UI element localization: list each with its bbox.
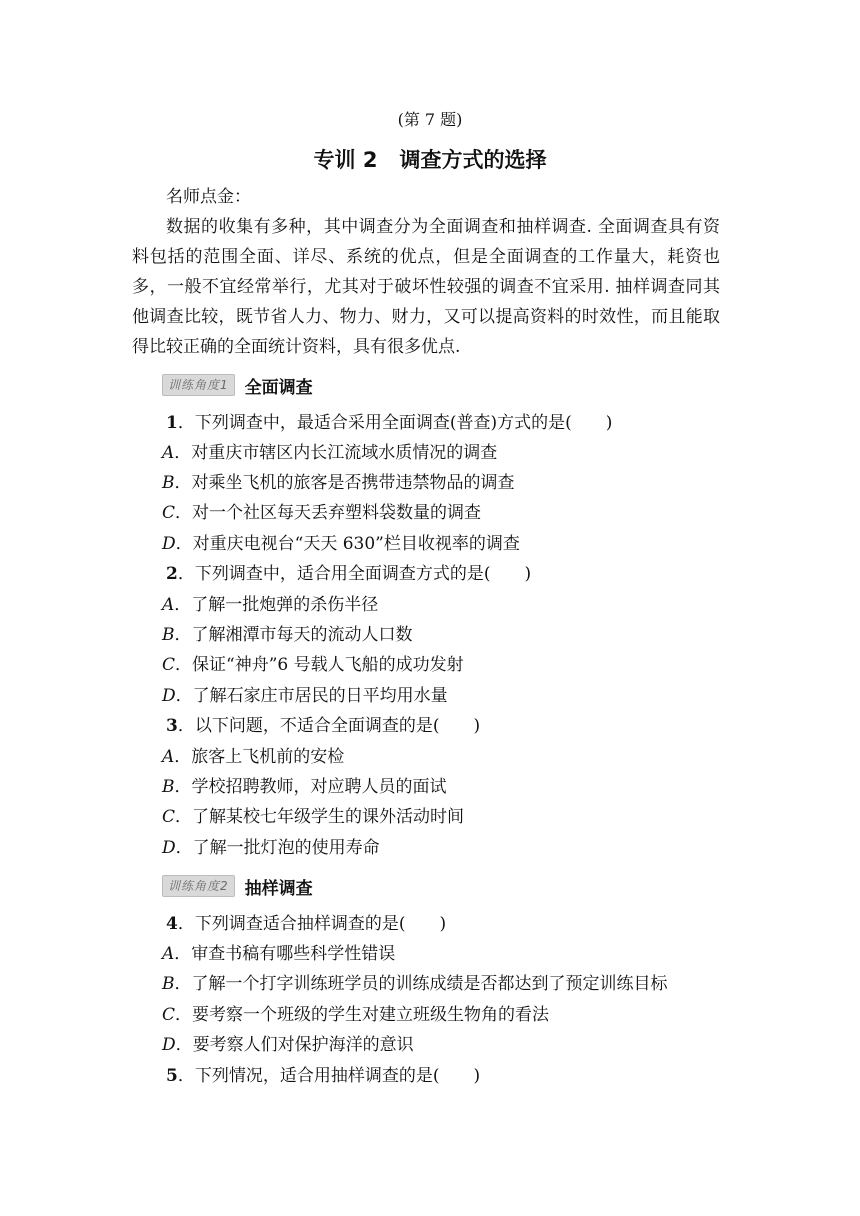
option-text: ．保证“神舟”6 号载人飞船的成功发射 bbox=[175, 655, 464, 675]
option-letter: D bbox=[162, 686, 176, 706]
option-letter: C bbox=[162, 503, 176, 523]
option-text: ．学校招聘教师，对应聘人员的面试 bbox=[174, 777, 447, 797]
title-part-topic: 调查方式的选择 bbox=[399, 148, 547, 172]
option-text: ．旅客上飞机前的安检 bbox=[174, 747, 345, 767]
figure-caption: (第 7 题) bbox=[397, 110, 463, 129]
option-letter: A bbox=[162, 443, 175, 463]
option-4c bbox=[162, 1002, 549, 1028]
option-letter: C bbox=[162, 807, 176, 827]
option-4a bbox=[162, 941, 395, 967]
option-1b bbox=[162, 470, 515, 496]
option-letter: B bbox=[162, 974, 175, 994]
option-text: ．要考察一个班级的学生对建立班级生物角的看法 bbox=[175, 1005, 550, 1025]
question-2 bbox=[166, 561, 531, 587]
option-text: ．了解一批炮弹的杀伤半径 bbox=[174, 595, 379, 615]
option-letter: D bbox=[162, 534, 176, 554]
question-text: ．下列调查中，适合用全面调查方式的是( ) bbox=[177, 564, 532, 584]
option-text: ．了解某校七年级学生的课外活动时间 bbox=[175, 807, 465, 827]
option-1c bbox=[162, 500, 481, 526]
question-text: ．下列调查适合抽样调查的是( ) bbox=[177, 914, 447, 934]
option-2b bbox=[162, 622, 413, 648]
question-1 bbox=[166, 410, 612, 436]
option-letter: B bbox=[162, 473, 175, 493]
section-badge-2: 训练角度2 bbox=[162, 875, 235, 897]
section-heading-1 bbox=[162, 373, 313, 397]
question-3 bbox=[166, 713, 480, 739]
section-label-2: 抽样调查 bbox=[244, 878, 313, 899]
question-4 bbox=[166, 911, 446, 937]
option-letter: B bbox=[162, 625, 175, 645]
option-4d bbox=[162, 1032, 414, 1058]
option-text: ．对重庆市辖区内长江流域水质情况的调查 bbox=[174, 443, 498, 463]
tip-label: 名师点金： bbox=[166, 187, 251, 207]
option-4b bbox=[162, 971, 668, 997]
option-text: ．了解一批灯泡的使用寿命 bbox=[175, 838, 380, 858]
question-number: 2 bbox=[166, 564, 178, 584]
option-text: ．审查书稿有哪些科学性错误 bbox=[174, 944, 396, 964]
question-number: 1 bbox=[166, 413, 178, 433]
intro-paragraph: 数据的收集有多种，其中调查分为全面调查和抽样调查. 全面调查具有资料包括的范围全面、详尽、系统的优点，但是全面调查的工作量大，耗资也多，一般不宜经常举行，尤其对于破坏性较强的调查不宜采用. 抽样调查同其他调查比较，既节省人力、物力、财力，又可以提高资料的时效性，而且能取得比较正确的全面统计资料，具有很多优点. bbox=[132, 217, 720, 357]
option-2c bbox=[162, 652, 464, 678]
section-label-1: 全面调查 bbox=[244, 377, 313, 398]
option-letter: A bbox=[162, 595, 175, 615]
option-text: ．了解一个打字训练班学员的训练成绩是否都达到了预定训练目标 bbox=[174, 974, 668, 994]
option-letter: D bbox=[162, 838, 176, 858]
option-1a bbox=[162, 440, 497, 466]
option-3a bbox=[162, 744, 344, 770]
option-text: ．了解石家庄市居民的日平均用水量 bbox=[175, 686, 448, 706]
question-number: 5 bbox=[166, 1066, 178, 1086]
question-5 bbox=[166, 1063, 480, 1089]
question-number: 4 bbox=[166, 914, 178, 934]
section-heading-2 bbox=[162, 874, 313, 898]
option-text: ．对重庆电视台“天天 630”栏目收视率的调查 bbox=[175, 534, 520, 554]
question-text: ．下列调查中，最适合采用全面调查(普查)方式的是( ) bbox=[177, 413, 613, 433]
option-letter: C bbox=[162, 655, 176, 675]
option-3c bbox=[162, 804, 464, 830]
title-part-number: 专训 2 bbox=[313, 148, 378, 172]
option-1d bbox=[162, 531, 520, 557]
question-text: ．下列情况，适合用抽样调查的是( ) bbox=[177, 1066, 481, 1086]
option-3d bbox=[162, 835, 380, 861]
option-letter: C bbox=[162, 1005, 176, 1025]
option-text: ．了解湘潭市每天的流动人口数 bbox=[174, 625, 413, 645]
option-2a bbox=[162, 592, 378, 618]
option-letter: B bbox=[162, 777, 175, 797]
option-text: ．对乘坐飞机的旅客是否携带违禁物品的调查 bbox=[174, 473, 515, 493]
option-2d bbox=[162, 683, 448, 709]
option-letter: D bbox=[162, 1035, 176, 1055]
section-badge-1: 训练角度1 bbox=[162, 374, 235, 396]
question-number: 3 bbox=[166, 716, 178, 736]
option-text: ．要考察人们对保护海洋的意识 bbox=[175, 1035, 414, 1055]
option-letter: A bbox=[162, 747, 175, 767]
option-text: ．对一个社区每天丢弃塑料袋数量的调查 bbox=[175, 503, 482, 523]
question-text: ．以下问题，不适合全面调查的是( ) bbox=[177, 716, 481, 736]
option-3b bbox=[162, 774, 447, 800]
option-letter: A bbox=[162, 944, 175, 964]
page-title bbox=[0, 145, 860, 175]
